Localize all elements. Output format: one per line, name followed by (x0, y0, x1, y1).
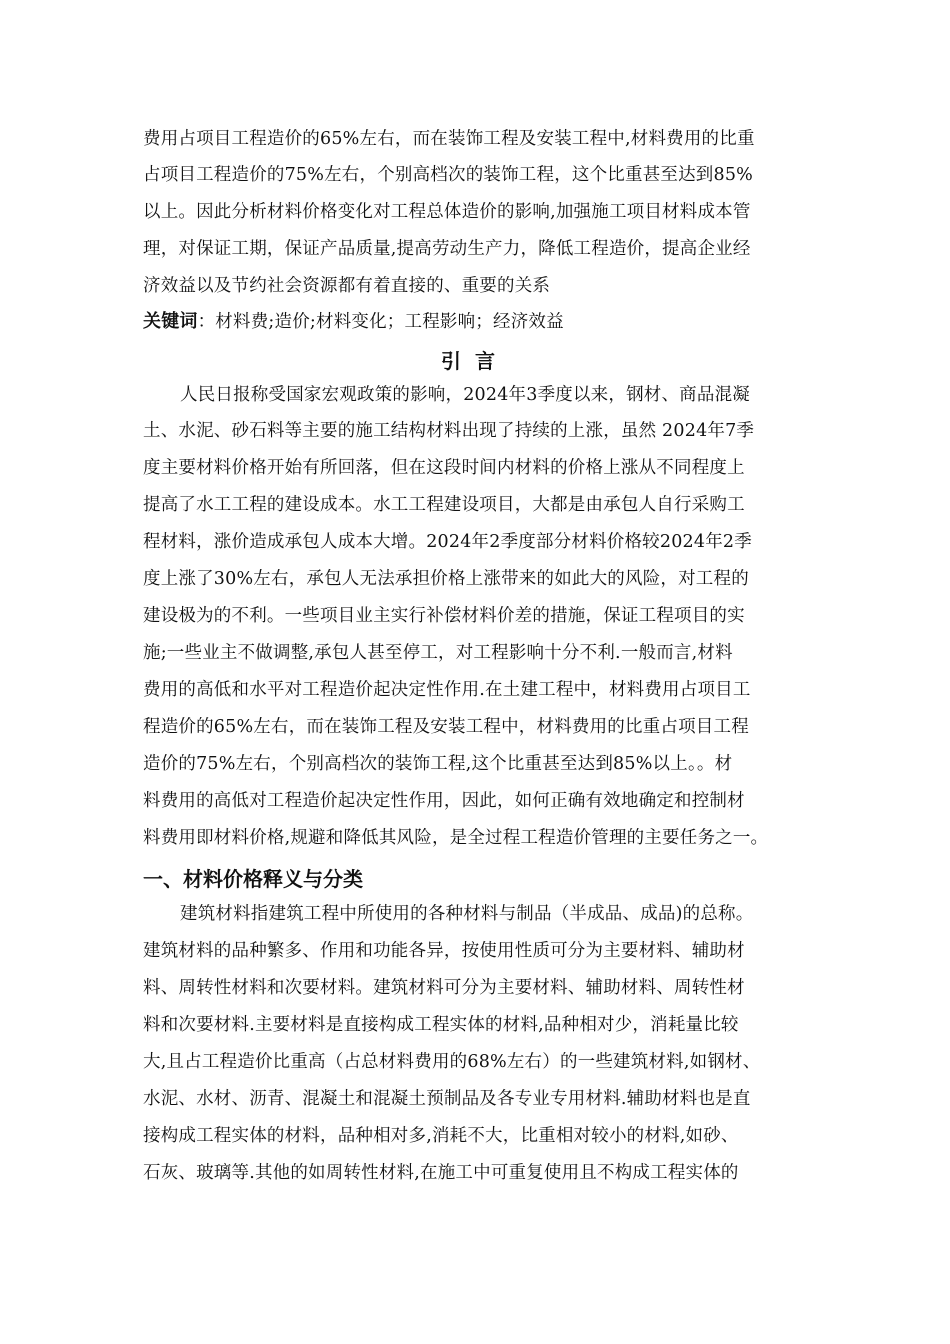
keywords-label: 关键词 (143, 311, 198, 332)
intro-title: 引言 (441, 349, 509, 373)
abstract-line: 以上。因此分析材料价格变化对工程总体造价的影响,加强施工项目材料成本管 (143, 202, 751, 222)
section1-line: 建筑材料指建筑工程中所使用的各种材料与制品（半成品、成品)的总称。 (180, 904, 754, 924)
intro-line: 提高了水工工程的建设成本。水工工程建设项目，大都是由承包人自行采购工 (143, 495, 745, 515)
abstract-line: 费用占项目工程造价的65%左右，而在装饰工程及安装工程中,材料费用的比重 (143, 129, 755, 149)
section1-line: 建筑材料的品种繁多、作用和功能各异，按使用性质可分为主要材料、辅助材 (143, 941, 745, 961)
abstract-line: 理，对保证工期，保证产品质量,提高劳动生产力，降低工程造价，提高企业经 (143, 239, 751, 259)
section1-line: 水泥、水材、沥青、混凝土和混凝土预制品及各专业专用材料.辅助材料也是直 (143, 1089, 751, 1109)
abstract-line: 济效益以及节约社会资源都有着直接的、重要的关系 (143, 276, 551, 296)
intro-line: 土、水泥、砂石料等主要的施工结构材料出现了持续的上涨，虽然 2024年7季 (143, 421, 755, 441)
intro-line: 施;一些业主不做调整,承包人甚至停工，对工程影响十分不利.一般而言,材料 (143, 643, 733, 663)
intro-line: 度主要材料价格开始有所回落，但在这段时间内材料的价格上涨从不同程度上 (143, 458, 745, 478)
intro-line: 度上涨了30%左右，承包人无法承担价格上涨带来的如此大的风险，对工程的 (143, 569, 749, 589)
intro-line: 程造价的65%左右，而在装饰工程及安装工程中，材料费用的比重占项目工程 (143, 717, 749, 737)
section1-line: 接构成工程实体的材料，品种相对多,消耗不大，比重相对较小的材料,如砂、 (143, 1126, 739, 1146)
keywords (143, 309, 564, 335)
intro-line: 费用的高低和水平对工程造价起决定性作用.在土建工程中，材料费用占项目工 (143, 680, 751, 700)
section1-line: 石灰、玻璃等.其他的如周转性材料,在施工中可重复使用且不构成工程实体的 (143, 1163, 739, 1183)
section-heading: 一、材料价格释义与分类 (143, 867, 363, 891)
intro-line: 人民日报称受国家宏观政策的影响，2024年3季度以来，钢材、商品混凝 (180, 385, 750, 405)
intro-line: 程材料，涨价造成承包人成本大增。2024年2季度部分材料价格较2024年2季 (143, 532, 752, 552)
keywords-text: ：材料费;造价;材料变化；工程影响；经济效益 (197, 312, 564, 332)
section1-line: 大,且占工程造价比重高（占总材料费用的68%左右）的一些建筑材料,如钢材、 (143, 1052, 761, 1072)
abstract-line: 占项目工程造价的75%左右，个别高档次的装饰工程，这个比重甚至达到85% (143, 165, 753, 185)
section1-line: 料、周转性材料和次要材料。建筑材料可分为主要材料、辅助材料、周转性材 (143, 978, 745, 998)
section1-line: 料和次要材料.主要材料是直接构成工程实体的材料,品种相对少，消耗量比较 (143, 1015, 739, 1035)
intro-line: 料费用的高低对工程造价起决定性作用，因此，如何正确有效地确定和控制材 (143, 791, 745, 811)
intro-line: 料费用即材料价格,规避和降低其风险，是全过程工程造价管理的主要任务之一。 (143, 828, 769, 848)
intro-line: 造价的75%左右，个别高档次的装饰工程,这个比重甚至达到85%以上。。材 (143, 754, 733, 774)
intro-line: 建设极为的不利。一些项目业主实行补偿材料价差的措施，保证工程项目的实 (143, 606, 745, 626)
